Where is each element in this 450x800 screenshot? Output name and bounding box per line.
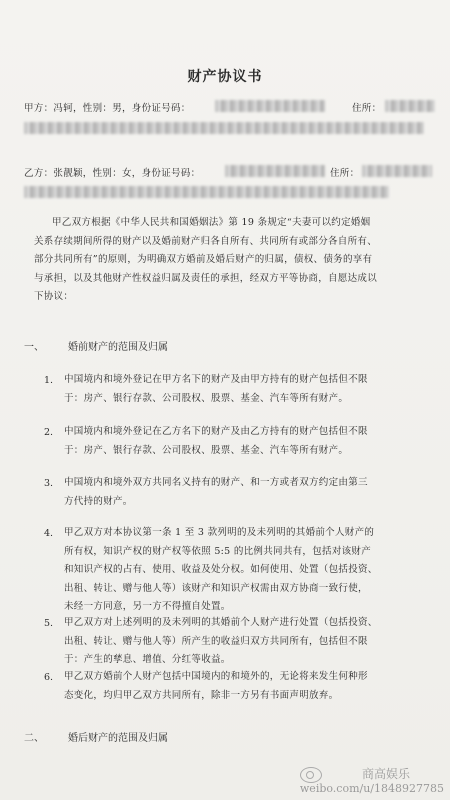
item-3-line: 方代持的财产。: [64, 495, 133, 507]
intro-line: 甲乙双方根据《中华人民共和国婚姻法》第 19 条规定“夫妻可以约定婚姻: [52, 217, 371, 228]
party-a-text: 甲方：冯轲，性别：男，身份证号码：: [24, 103, 191, 114]
item-5-line: 出租、转让、赠与他人等）所产生的收益归双方共同所有，包括但不限: [64, 635, 368, 647]
intro-line: 与承担，以及其他财产性权益归属及责任的承担，经双方平等协商，自愿达成以: [34, 272, 378, 284]
item-4-line: 和知识产权的占有、使用、收益及处分权。如何使用、处置（包括投资、: [64, 564, 378, 575]
item-5-line: 于：产生的孳息、增值、分红等收益。: [64, 654, 231, 665]
party-a-line: [24, 100, 191, 114]
party-b-address-label: 住所：: [330, 168, 360, 179]
item-4-line: 出租、转让、赠与他人等）该财产和知识产权需由双方协商一致行使，: [64, 582, 368, 594]
item-6-line: 态变化，均归甲乙双方共同所有，除非一方另有书面声明放弃。: [64, 689, 339, 701]
watermark-channel: 商高娱乐: [361, 767, 410, 781]
redacted-address-b-line2: [24, 186, 389, 198]
item-5-text: [64, 614, 378, 670]
intro-line: 下协议：: [34, 291, 74, 302]
item-4-number: 4.: [44, 528, 54, 539]
item-3-number: 3.: [44, 478, 54, 489]
item-2-number: 2.: [44, 427, 54, 438]
intro-line: 关系存续期间所得的财产以及婚前财产归各自所有、共同所有或部分各自所有、: [34, 235, 378, 247]
section-1-number: 一、: [24, 342, 44, 353]
item-4-text: [64, 524, 378, 617]
party-a-address-label: 住所：: [352, 103, 382, 114]
section-1-title: 婚前财产的范围及归属: [68, 342, 168, 353]
item-1-line: 于：房产、银行存款、公司股权、股票、基金、汽车等所有财产。: [64, 392, 349, 404]
section-2-title: 婚后财产的范围及归属: [68, 733, 168, 744]
watermark-url: weibo.com/u/1848927785: [299, 782, 444, 795]
item-1-line: 中国境内和境外登记在甲方名下的财产及由甲方持有的财产包括但不限: [64, 374, 368, 385]
item-2-line: 于：房产、银行存款、公司股权、股票、基金、汽车等所有财产。: [64, 444, 349, 456]
item-6-line: 甲乙双方婚前个人财产包括中国境内的和境外的，无论将来发生何种形: [64, 671, 368, 682]
redacted-address-b: [362, 165, 432, 177]
document-title: 财产协议书: [187, 69, 263, 85]
intro-paragraph: [34, 214, 377, 307]
item-2-line: 中国境内和境外登记在乙方名下的财产及由乙方持有的财产包括但不限: [64, 426, 368, 437]
item-1-text: [64, 371, 368, 408]
item-5-line: 甲乙双方对上述列明的及未列明的其婚前个人财产进行处置（包括投资、: [64, 617, 378, 628]
item-4-line: 未经一方同意，另一方不得擅自处置。: [64, 601, 231, 612]
redacted-id-b: [225, 165, 325, 177]
redacted-address-a-line2: [24, 122, 424, 134]
section-2-number: 二、: [24, 733, 44, 744]
item-2-text: [64, 423, 368, 460]
item-4-line: 甲乙双方对本协议第一条 1 至 3 款列明的及未列明的其婚前个人财产的: [64, 527, 375, 538]
redacted-address-a: [385, 100, 435, 112]
item-5-number: 5.: [44, 618, 54, 629]
redacted-id-a: [215, 100, 325, 112]
weibo-logo-icon: [300, 767, 322, 783]
party-b-text: 乙方：张靓颖，性别：女，身份证号码：: [24, 168, 201, 179]
party-b-line: [24, 165, 200, 179]
intro-line: 部分共同所有”的原则，为明确双方婚前及婚后财产的归属，债权、债务的享有: [34, 254, 373, 265]
item-3-text: [64, 474, 368, 511]
item-6-text: [64, 668, 368, 705]
item-4-line: 所有权，知识产权的财产权等依照 5:5 的比例共同共有，包括对该财产: [64, 545, 372, 557]
item-6-number: 6.: [44, 672, 54, 683]
item-3-line: 中国境内和境外双方共同名义持有的财产、和一方或者双方约定由第三: [64, 477, 368, 488]
item-1-number: 1.: [44, 375, 54, 386]
